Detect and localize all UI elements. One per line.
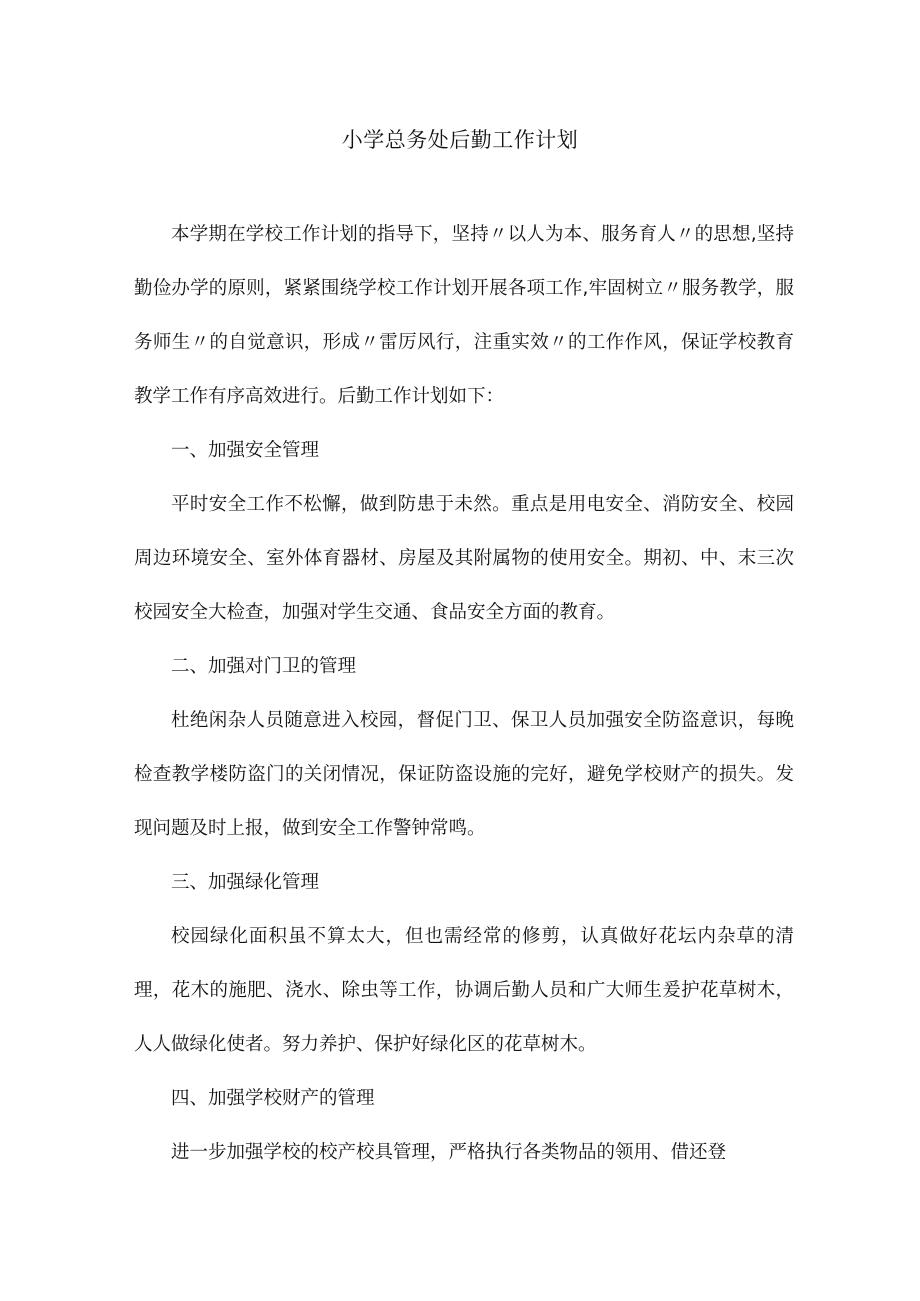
section-heading-greening: 三、加强绿化管理 bbox=[171, 872, 320, 893]
section-body-gatekeeper: 杜绝闲杂人员随意进入校园，督促门卫、保卫人员加强安全防盗意识，每晚检查教学楼防盗门的关闭情况，保证防盗设施的完好，避免学校财产的损失。发现问题及时上报，做到安全工作警钟常鸣。 bbox=[134, 710, 794, 839]
document-title: 小学总务处后勤工作计划 bbox=[341, 128, 579, 152]
section-heading-gatekeeper: 二、加强对门卫的管理 bbox=[171, 656, 357, 677]
section-body-property: 进一步加强学校的校产校具管理，严格执行各类物品的领用、借还登 bbox=[171, 1142, 727, 1163]
section-heading-safety: 一、加强安全管理 bbox=[171, 440, 320, 461]
section-body-safety: 平时安全工作不松懈，做到防患于未然。重点是用电安全、消防安全、校园周边环境安全、室外体育器材、房屋及其附属物的使用安全。期初、中、末三次校园安全大检查，加强对学生交通、食品安全方面的教育。 bbox=[134, 494, 794, 623]
section-heading-property: 四、加强学校财产的管理 bbox=[171, 1088, 375, 1109]
intro-paragraph: 本学期在学校工作计划的指导下，坚持〃以人为本、服务育人〃的思想,坚持勤俭办学的原则，紧紧围绕学校工作计划开展各项工作,牢固树立〃服务教学，服务师生〃的自觉意识，形成〃雷厉风行，注重实效〃的工作作风，保证学校教育教学工作有序高效进行。后勤工作计划如下： bbox=[134, 224, 794, 407]
section-body-greening: 校园绿化面积虽不算太大，但也需经常的修剪，认真做好花坛内杂草的清理，花木的施肥、浇水、除虫等工作，协调后勤人员和广大师生爰护花草树木，人人做绿化使者。努力养护、保护好绿化区的花草树木。 bbox=[134, 926, 794, 1055]
document-body bbox=[134, 208, 794, 1180]
